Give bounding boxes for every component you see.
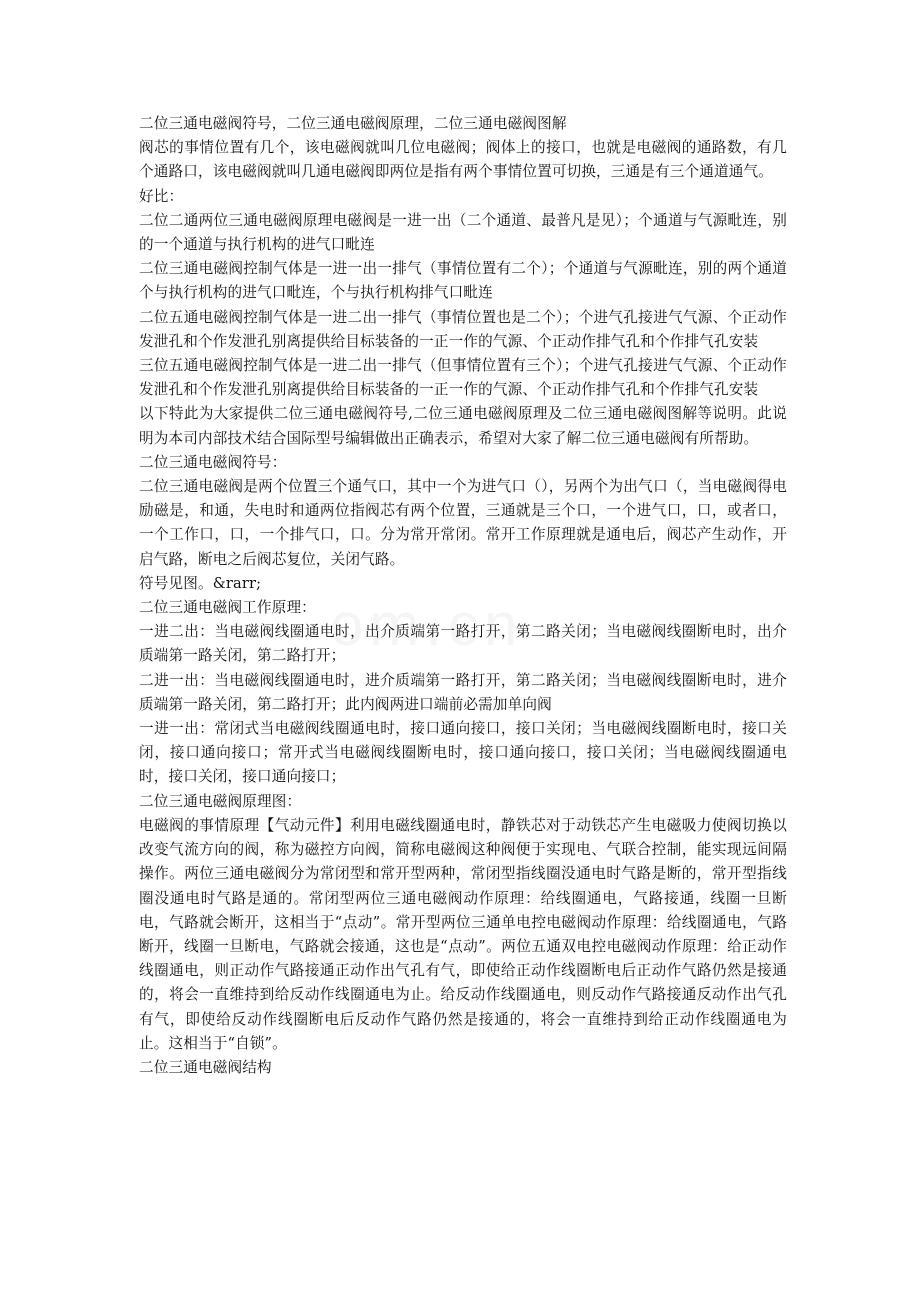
watermark: om.cn <box>330 591 524 658</box>
paragraph-two-way: 二位二通两位三通电磁阀原理电磁阀是一进一出（二个通道、最普凡是见）；个通道与气源毗连，别的一个通道与执行机构的进气口毗连 <box>139 211 787 254</box>
paragraph-three-way: 二位三通电磁阀控制气体是一进一出一排气（事情位置有二个）；个通道与气源毗连，别的两个通道个与执行机构的进气口毗连，个与执行机构排气口毗连 <box>139 260 787 302</box>
paragraph-five-way-three-position: 三位五通电磁阀控制气体是一进二出一排气（但事情位置有三个）；个进气孔接进气气源、个正动作发泄孔和个作发泄孔别离提供给目标装备的一正一作的气源、个正动作排气孔和个作排气孔安装 <box>139 357 787 399</box>
paragraph-one-in-one-out: 一进一出：常闭式当电磁阀线圈通电时，接口通向接口，接口关闭；当电磁阀线圈断电时，接口关闭，接口通向接口；常开式当电磁阀线圈断电时，接口通向接口，接口关闭；当电磁阀线圈通电时，接口关闭，接口通向接口； <box>139 720 787 786</box>
document-body <box>139 112 787 1080</box>
paragraph-principle-detail: 电磁阀的事情原理【气动元件】利用电磁线圈通电时，静铁芯对于动铁芯产生电磁吸力使阀切换以改变气流方向的阀，称为磁控方向阀，简称电磁阀这种阀便于实现电、气联合控制，能实现远间隔操作。两位三通电磁阀分为常闭型和常开型两种，常闭型指线圈没通电时气路是断的，常开型指线圈没通电时气路是通的。常闭型两位三通电磁阀动作原理：给线圈通电，气路接通，线圈一旦断电，气路就会断开，这相当于“点动”。常开型两位三通单电控电磁阀动作原理：给线圈通电，气路断开，线圈一旦断电，气路就会接通，这也是“点动”。两位五通双电控电磁阀动作原理：给正动作线圈通电，则正动作气路接通正动作出气孔有气，即使给正动作线圈断电后正动作气路仍然是接通的，将会一直维持到给反动作线圈通电为止。给反动作线圈通电，则反动作气路接通反动作出气孔有气，即使给反动作线圈断电后反动作气路仍然是接通的，将会一直维持到给正动作线圈通电为止。这相当于“自锁”。 <box>139 816 787 1052</box>
document-title: 二位三通电磁阀符号，二位三通电磁阀原理，二位三通电磁阀图解 <box>139 115 567 132</box>
paragraph-example-label: 好比： <box>139 187 184 205</box>
paragraph-symbol: 二位三通电磁阀是两个位置三个通气口，其中一个为进气口（），另两个为出气口（，当电磁阀得电励磁是，和通，失电时和通两位指阀芯有两个位置，三通就是三个口，一个进气口，口，或者口，一个工作口，口，一个排气口，口。分为常开常闭。常开工作原理就是通电后，阀芯产生动作，开启气路，断电之后阀芯复位，关闭气路。 <box>139 478 787 568</box>
heading-symbol: 二位三通电磁阀符号： <box>139 453 287 471</box>
heading-principle-diagram: 二位三通电磁阀原理图： <box>139 792 302 810</box>
paragraph-one-in-two-out: 一进二出：当电磁阀线圈通电时，出介质端第一路打开，第二路关闭；当电磁阀线圈断电时，出介质端第一路关闭，第二路打开； <box>139 623 787 665</box>
heading-working-principle: 二位三通电磁阀工作原理： <box>139 599 316 617</box>
paragraph-see-figure: 符号见图。&rarr; <box>139 574 262 592</box>
paragraph-two-in-one-out: 二进一出：当电磁阀线圈通电时，进介质端第一路打开，第二路关闭；当电磁阀线圈断电时，进介质端第一路关闭，第二路打开；此内阀两进口端前必需加单向阀 <box>139 671 787 713</box>
paragraph-description: 以下特此为大家提供二位三通电磁阀符号,二位三通电磁阀原理及二位三通电磁阀图解等说明。此说明为本司内部技术结合国际型号编辑做出正确表示，希望对大家了解二位三通电磁阀有所帮助。 <box>139 405 787 447</box>
paragraph-five-way-two-position: 二位五通电磁阀控制气体是一进二出一排气（事情位置也是二个）；个进气孔接进气气源、个正动作发泄孔和个作发泄孔别离提供给目标装备的一正一作的气源、个正动作排气孔和个作排气孔安装 <box>139 308 787 350</box>
paragraph-intro: 阀芯的事情位置有几个，该电磁阀就叫几位电磁阀；阀体上的接口，也就是电磁阀的通路数，有几个通路口，该电磁阀就叫几通电磁阀即两位是指有两个事情位置可切换，三通是有三个通道通气。 <box>139 139 787 181</box>
heading-structure: 二位三通电磁阀结构 <box>139 1058 272 1076</box>
